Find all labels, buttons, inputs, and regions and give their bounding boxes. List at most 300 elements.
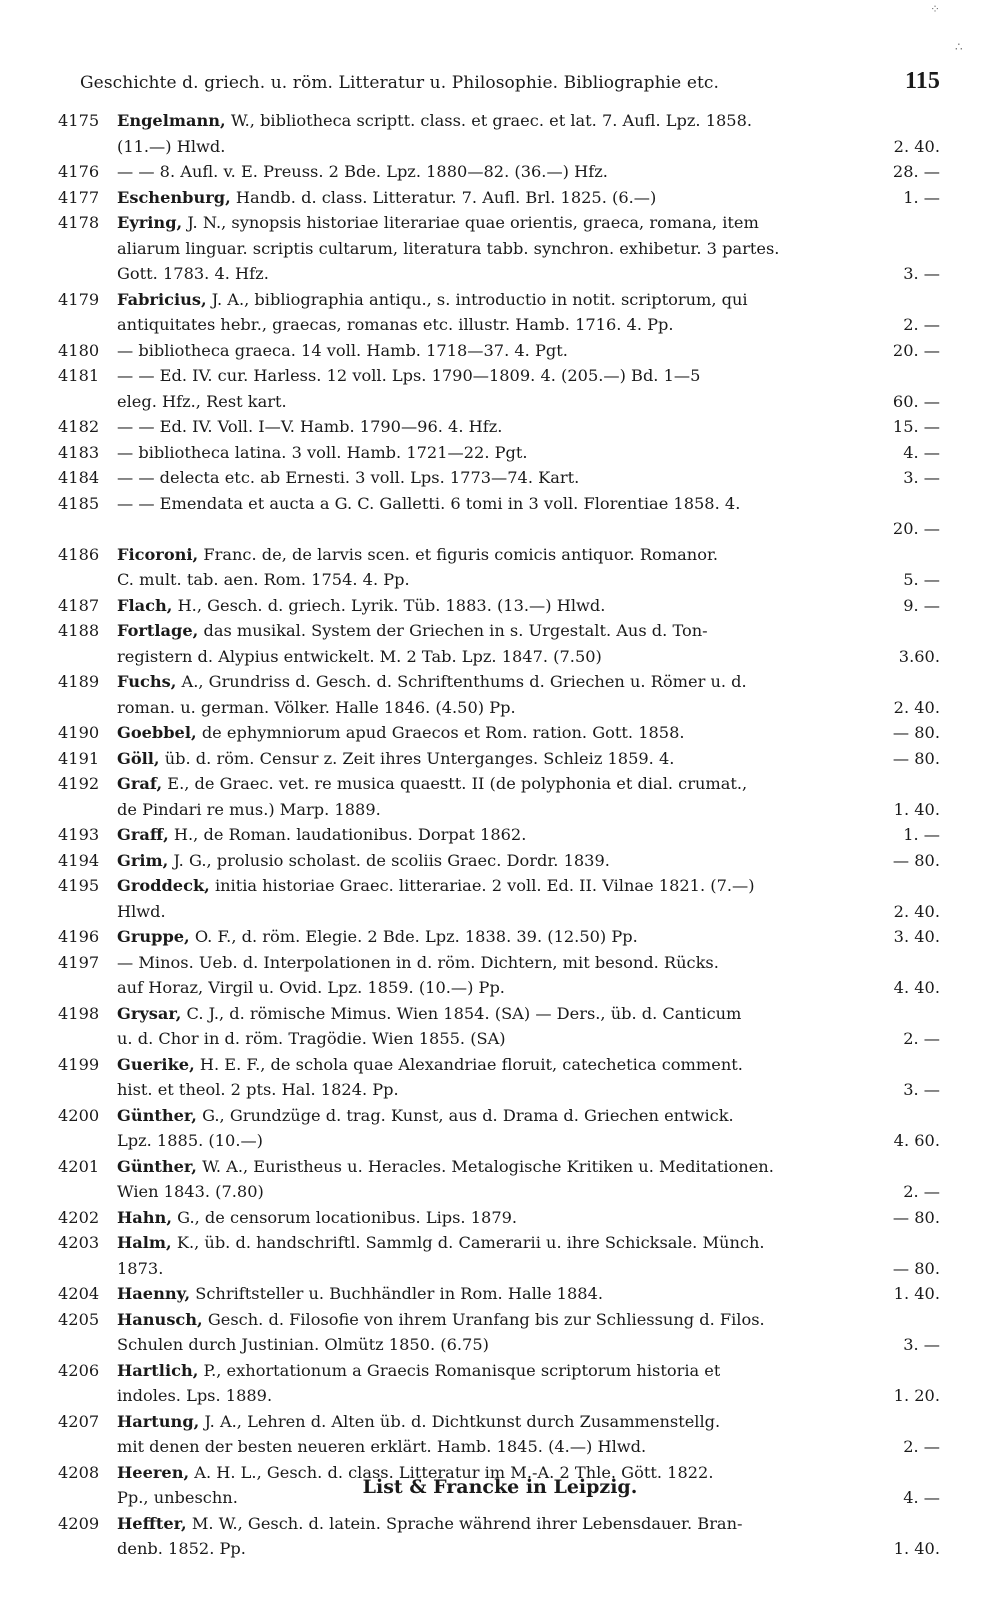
- entry-line: [117, 185, 940, 211]
- entry-text: [117, 185, 656, 211]
- entry-text: [117, 440, 528, 466]
- entry-text: [117, 1434, 646, 1460]
- entry-price: — 80.: [892, 723, 940, 742]
- entry-description: u. d. Chor in d. röm. Tragödie. Wien 1855. (SA): [117, 1029, 506, 1048]
- entry-number: 4176: [58, 162, 100, 181]
- entry-line: [117, 1383, 940, 1409]
- entry-text: [117, 108, 752, 134]
- entry-description: K., üb. d. handschriftl. Sammlg d. Camerarii u. ihre Schicksale. Münch.: [176, 1233, 765, 1252]
- entry-line: [117, 1256, 940, 1282]
- entry-description: J. N., synopsis historiae literariae quae orientis, graeca, romana, item: [187, 213, 759, 232]
- entry-description: H. E. F., de schola quae Alexandriae floruit, catechetica comment.: [199, 1054, 743, 1074]
- entry-text: [117, 1358, 720, 1384]
- entry-number: 4198: [58, 1003, 100, 1023]
- entry-description: Franc. de, de larvis scen. et figuris comicis antiquor. Romanor.: [203, 544, 719, 564]
- entry-text: [117, 771, 747, 797]
- author-name: Fabricius,: [117, 289, 207, 309]
- entry-price: 1. 20.: [893, 1386, 940, 1405]
- entry-line: [117, 389, 940, 415]
- author-name: Haenny,: [117, 1284, 191, 1303]
- entry-line: [117, 338, 940, 364]
- entry-description: denb. 1852. Pp.: [117, 1539, 246, 1558]
- scan-speckle: ⁘: [930, 2, 941, 16]
- catalog-entry: [58, 491, 940, 542]
- entry-price: [930, 1052, 940, 1078]
- author-name: Fuchs,: [117, 672, 177, 691]
- entry-price: 20. —: [892, 340, 940, 360]
- catalog-entry: [58, 669, 940, 720]
- catalog-entry: [58, 771, 940, 822]
- entry-price: [930, 669, 940, 695]
- entry-price: 15. —: [892, 417, 940, 436]
- entry-price: [930, 1307, 940, 1333]
- entry-description: J. A., bibliographia antiqu., s. introductio in notit. scriptorum, qui: [211, 289, 748, 309]
- entry-line: [117, 975, 940, 1001]
- entry-text: [117, 414, 502, 440]
- author-name: Göll,: [117, 748, 160, 768]
- entry-line: [117, 924, 940, 950]
- entry-description: Wien 1843. (7.80): [117, 1182, 264, 1201]
- entry-text: [117, 720, 685, 746]
- entry-description: A. H. L., Gesch. d. class. Litteratur im M.-A. 2 Thle. Gött. 1822.: [194, 1462, 714, 1482]
- entry-price: [930, 108, 940, 134]
- entry-number: 4185: [58, 493, 100, 513]
- entry-number: 4208: [58, 1462, 100, 1482]
- entry-line: [117, 1077, 940, 1103]
- entry-number: 4202: [58, 1207, 100, 1227]
- catalog-entry: [58, 848, 940, 874]
- entry-text: [117, 312, 674, 338]
- entry-line: [117, 261, 940, 287]
- entry-number: 4187: [58, 595, 100, 615]
- entry-description: H., de Roman. laudationibus. Dorpat 1862.: [173, 825, 527, 844]
- entry-text: [117, 1001, 741, 1027]
- entry-price: [930, 1409, 940, 1435]
- author-name: Günther,: [117, 1156, 197, 1176]
- entry-number: 4189: [58, 672, 100, 691]
- author-name: Heffter,: [117, 1513, 187, 1533]
- entry-description: eleg. Hfz., Rest kart.: [117, 391, 287, 411]
- entry-description: O. F., d. röm. Elegie. 2 Bde. Lpz. 1838. 39. (12.50) Pp.: [194, 927, 638, 946]
- entry-text: [117, 669, 747, 695]
- entry-price: 2. 40.: [893, 136, 940, 156]
- entry-number: 4180: [58, 340, 100, 360]
- author-name: Groddeck,: [117, 876, 210, 895]
- entry-price: [930, 236, 940, 262]
- entry-description: registern d. Alypius entwickelt. M. 2 Tab. Lpz. 1847. (7.50): [117, 646, 602, 666]
- entry-price: 5. —: [903, 570, 940, 589]
- catalog-entry: [58, 465, 940, 491]
- entry-description: Schulen durch Justinian. Olmütz 1850. (6.75): [117, 1335, 489, 1354]
- catalog-entry: [58, 1281, 940, 1307]
- entry-line: [117, 644, 940, 670]
- entry-line: [117, 1536, 940, 1562]
- entry-number: 4203: [58, 1233, 100, 1252]
- entry-line: [117, 593, 940, 619]
- catalog-entry: [58, 542, 940, 593]
- entry-line: [117, 873, 940, 899]
- entry-description: A., Grundriss d. Gesch. d. Schriftenthums d. Griechen u. Römer u. d.: [181, 672, 747, 691]
- catalog-entry: [58, 363, 940, 414]
- entry-text: [117, 899, 166, 925]
- entry-text: [117, 1026, 506, 1052]
- entry-description: Gott. 1783. 4. Hfz.: [117, 264, 269, 283]
- entry-line: [117, 567, 940, 593]
- entry-line: [117, 899, 940, 925]
- entry-description: Lpz. 1885. (10.—): [117, 1131, 263, 1150]
- catalog-entry: [58, 1052, 940, 1103]
- entry-line: [117, 108, 940, 134]
- entry-line: [117, 1103, 940, 1129]
- entry-line: [117, 542, 940, 568]
- entry-price: — 80.: [892, 850, 940, 870]
- entry-text: [117, 465, 579, 491]
- entry-price: [930, 1001, 940, 1027]
- catalog-entry: [58, 720, 940, 746]
- author-name: Flach,: [117, 595, 173, 615]
- catalog-entry: [58, 1103, 940, 1154]
- entry-text: [117, 1154, 774, 1180]
- entry-line: [117, 1179, 940, 1205]
- entry-price: 1. —: [903, 825, 940, 844]
- entry-description: auf Horaz, Virgil u. Ovid. Lpz. 1859. (10.—) Pp.: [117, 978, 505, 997]
- catalog-entry: [58, 924, 940, 950]
- entry-price: 2. —: [903, 1182, 940, 1201]
- catalog-entry: [58, 1358, 940, 1409]
- entry-line: [117, 465, 940, 491]
- entry-line: [117, 210, 940, 236]
- entry-description: — — delecta etc. ab Ernesti. 3 voll. Lps. 1773—74. Kart.: [117, 468, 580, 487]
- entry-price: 3.60.: [898, 646, 940, 666]
- entry-price: 4. —: [903, 1488, 940, 1507]
- entry-number: 4190: [58, 723, 100, 742]
- entry-number: 4186: [58, 544, 100, 564]
- author-name: Eschenburg,: [117, 187, 231, 207]
- entry-description: — — Ed. IV. Voll. I—V. Hamb. 1790—96. 4. Hfz.: [117, 417, 503, 436]
- entry-description: — — Emendata et aucta a G. C. Galletti. 6 tomi in 3 voll. Florentiae 1858. 4.: [117, 493, 741, 513]
- catalog-entry: [58, 108, 940, 159]
- entry-price: — 80.: [892, 748, 940, 768]
- entry-text: [117, 593, 605, 619]
- scan-speckle: ∴: [955, 40, 963, 54]
- entry-price: 3. —: [903, 1080, 940, 1099]
- entry-price: [930, 1230, 940, 1256]
- entry-text: [117, 159, 608, 185]
- entry-number: 4204: [58, 1284, 100, 1303]
- entry-line: [117, 287, 940, 313]
- entry-text: [117, 746, 674, 772]
- entry-description: P., exhortationum a Graecis Romanisque scriptorum historia et: [203, 1360, 721, 1380]
- entry-text: [117, 822, 526, 848]
- entry-description: 1873.: [117, 1258, 164, 1278]
- entry-price: [930, 1358, 940, 1384]
- entry-description: W. A., Euristheus u. Heracles. Metalogische Kritiken u. Meditationen.: [202, 1156, 774, 1176]
- entry-line: [117, 1001, 940, 1027]
- entry-line: [117, 1307, 940, 1333]
- entry-text: [117, 873, 755, 899]
- entry-description: — — Ed. IV. cur. Harless. 12 voll. Lps. 1790—1809. 4. (205.—) Bd. 1—5: [117, 366, 701, 385]
- entry-line: [117, 1052, 940, 1078]
- entry-text: [117, 618, 708, 644]
- entry-line: [117, 746, 940, 772]
- catalog-entry: [58, 1307, 940, 1358]
- entry-description: hist. et theol. 2 pts. Hal. 1824. Pp.: [117, 1080, 399, 1099]
- entry-line: [117, 491, 940, 517]
- entry-description: initia historiae Graec. litterariae. 2 voll. Ed. II. Vilnae 1821. (7.—): [214, 876, 755, 895]
- entry-number: 4196: [58, 927, 100, 946]
- entry-price: 20. —: [892, 519, 940, 538]
- entry-number: 4201: [58, 1156, 100, 1176]
- entry-line: [117, 1128, 940, 1154]
- entry-number: 4184: [58, 468, 100, 487]
- entry-text: [117, 1409, 720, 1435]
- entry-text: [117, 338, 568, 364]
- entry-price: [930, 618, 940, 644]
- entry-price: [930, 491, 940, 517]
- entry-price: 4. 60.: [893, 1131, 940, 1150]
- entry-description: aliarum linguar. scriptis cultarum, literatura tabb. synchron. exhibetur. 3 partes.: [117, 238, 780, 258]
- entry-description: Handb. d. class. Litteratur. 7. Aufl. Brl. 1825. (6.—): [235, 187, 657, 207]
- entry-line: [117, 797, 940, 823]
- entry-text: [117, 1307, 765, 1333]
- catalog-entry: [58, 338, 940, 364]
- entry-number: 4188: [58, 621, 100, 640]
- catalog-entry: [58, 822, 940, 848]
- entry-text: [117, 261, 269, 287]
- author-name: Goebbel,: [117, 723, 197, 742]
- entry-line: [117, 669, 940, 695]
- entry-text: [117, 1128, 263, 1154]
- entry-number: 4193: [58, 825, 100, 844]
- entry-description: M. W., Gesch. d. latein. Sprache während ihrer Lebensdauer. Bran-: [191, 1513, 743, 1533]
- entry-text: [117, 1536, 246, 1562]
- entry-description: C. mult. tab. aen. Rom. 1754. 4. Pp.: [117, 570, 410, 589]
- catalog-entry: [58, 1001, 940, 1052]
- entry-description: J. A., Lehren d. Alten üb. d. Dichtkunst durch Zusammenstellg.: [204, 1411, 721, 1431]
- entry-text: [117, 1052, 743, 1078]
- entry-text: [117, 644, 602, 670]
- entry-line: [117, 822, 940, 848]
- author-name: Hartung,: [117, 1411, 200, 1431]
- catalog-entry: [58, 287, 940, 338]
- entry-text: [117, 389, 287, 415]
- entry-line: [117, 236, 940, 262]
- entry-list: [58, 108, 940, 1562]
- entry-line: [117, 1332, 940, 1358]
- catalog-entry: [58, 1409, 940, 1460]
- entry-text: [117, 1230, 765, 1256]
- entry-number: 4177: [58, 187, 100, 207]
- entry-line: [117, 1026, 940, 1052]
- entry-text: [117, 1281, 603, 1307]
- entry-text: [117, 848, 610, 874]
- catalog-entry: [58, 746, 940, 772]
- entry-price: [930, 1103, 940, 1129]
- entry-number: 4183: [58, 442, 100, 462]
- entry-number: 4195: [58, 876, 100, 895]
- entry-line: [117, 312, 940, 338]
- entry-price: [930, 1154, 940, 1180]
- page-number: 115: [905, 68, 940, 94]
- entry-price: 3. —: [903, 468, 940, 487]
- author-name: Gruppe,: [117, 927, 190, 946]
- entry-description: — Minos. Ueb. d. Interpolationen in d. röm. Dichtern, mit besond. Rücks.: [117, 952, 719, 972]
- entry-price: [930, 1511, 940, 1537]
- entry-description: de ephymniorum apud Graecos et Rom. ration. Gott. 1858.: [201, 723, 685, 742]
- author-name: Grim,: [117, 850, 169, 870]
- running-header: [80, 68, 940, 102]
- catalog-entry: [58, 873, 940, 924]
- catalog-entry: [58, 185, 940, 211]
- entry-price: 4. —: [903, 442, 940, 462]
- entry-description: E., de Graec. vet. re musica quaestt. II (de polyphonia et dial. crumat.,: [167, 774, 748, 793]
- entry-number: 4181: [58, 366, 100, 385]
- entry-text: [117, 1077, 399, 1103]
- entry-price: 60. —: [892, 391, 940, 411]
- entry-line: [117, 950, 940, 976]
- entry-price: 2. 40.: [893, 697, 940, 717]
- author-name: Hanusch,: [117, 1309, 203, 1329]
- entry-description: roman. u. german. Völker. Halle 1846. (4.50) Pp.: [117, 697, 516, 717]
- catalog-entry: [58, 414, 940, 440]
- entry-text: [117, 1511, 742, 1537]
- catalog-entry: [58, 1511, 940, 1562]
- entry-number: 4197: [58, 952, 100, 972]
- author-name: Graf,: [117, 774, 163, 793]
- author-name: Halm,: [117, 1233, 172, 1252]
- entry-price: [930, 542, 940, 568]
- entry-line: [117, 1511, 940, 1537]
- entry-text: [117, 950, 719, 976]
- entry-price: 2. —: [903, 1029, 940, 1048]
- entry-price: 1. —: [903, 187, 940, 207]
- entry-text: [117, 1383, 272, 1409]
- catalog-entry: [58, 159, 940, 185]
- author-name: Graff,: [117, 825, 169, 844]
- header-title: Geschichte d. griech. u. röm. Litteratur u. Philosophie. Bibliographie etc.: [80, 73, 720, 93]
- catalog-entry: [58, 1154, 940, 1205]
- entry-number: 4200: [58, 1105, 100, 1125]
- entry-text: [117, 210, 759, 236]
- author-name: Günther,: [117, 1105, 197, 1125]
- catalog-entry: [58, 593, 940, 619]
- author-name: Fortlage,: [117, 621, 199, 640]
- entry-line: [117, 363, 940, 389]
- entry-text: [117, 1179, 264, 1205]
- entry-price: 28. —: [892, 162, 940, 181]
- entry-text: [117, 542, 718, 568]
- entry-description: mit denen der besten neueren erklärt. Hamb. 1845. (4.—) Hlwd.: [117, 1437, 647, 1456]
- entry-description: (11.—) Hlwd.: [117, 136, 226, 156]
- entry-price: 3. —: [903, 1335, 940, 1354]
- catalog-entry: [58, 210, 940, 287]
- entry-price: 3. 40.: [893, 927, 940, 946]
- entry-price: [930, 771, 940, 797]
- entry-description: — bibliotheca graeca. 14 voll. Hamb. 1718—37. 4. Pgt.: [117, 340, 568, 360]
- entry-price: 1. 40.: [893, 1284, 940, 1303]
- entry-description: W., bibliotheca scriptt. class. et graec. et lat. 7. Aufl. Lpz. 1858.: [230, 111, 753, 130]
- entry-line: [117, 1409, 940, 1435]
- entry-description: Gesch. d. Filosofie von ihrem Uranfang bis zur Schliessung d. Filos.: [207, 1309, 765, 1329]
- entry-line: [117, 720, 940, 746]
- catalog-page: [58, 68, 940, 1562]
- entry-line: [117, 1281, 940, 1307]
- entry-text: [117, 797, 381, 823]
- entry-number: 4175: [58, 111, 100, 130]
- author-name: Ficoroni,: [117, 544, 199, 564]
- author-name: Grysar,: [117, 1003, 182, 1023]
- entry-number: 4178: [58, 213, 100, 232]
- entry-line: [117, 414, 940, 440]
- entry-description: Schriftsteller u. Buchhändler in Rom. Halle 1884.: [195, 1284, 604, 1303]
- entry-text: [117, 567, 410, 593]
- entry-line: [117, 134, 940, 160]
- author-name: Guerike,: [117, 1054, 195, 1074]
- author-name: Eyring,: [117, 213, 183, 232]
- entry-description: Hlwd.: [117, 901, 166, 921]
- entry-line: [117, 618, 940, 644]
- entry-text: [117, 1205, 517, 1231]
- entry-text: [117, 287, 748, 313]
- entry-line: [117, 848, 940, 874]
- entry-number: 4194: [58, 850, 100, 870]
- entry-number: 4192: [58, 774, 100, 793]
- entry-line: [117, 440, 940, 466]
- author-name: Hahn,: [117, 1207, 172, 1227]
- entry-price: [930, 210, 940, 236]
- entry-text: [117, 695, 516, 721]
- entry-price: 2. 40.: [893, 901, 940, 921]
- entry-price: [930, 950, 940, 976]
- entry-description: — bibliotheca latina. 3 voll. Hamb. 1721—22. Pgt.: [117, 442, 528, 462]
- catalog-entry: [58, 950, 940, 1001]
- entry-price: [930, 873, 940, 899]
- entry-line: [117, 695, 940, 721]
- entry-line: [117, 1434, 940, 1460]
- entry-price: 2. —: [903, 1437, 940, 1456]
- entry-description: de Pindari re mus.) Marp. 1889.: [117, 799, 381, 819]
- entry-number: 4209: [58, 1513, 100, 1533]
- author-name: Heeren,: [117, 1462, 190, 1482]
- entry-text: [117, 491, 740, 517]
- entry-line: [117, 1205, 940, 1231]
- catalog-entry: [58, 440, 940, 466]
- entry-number: 4207: [58, 1411, 100, 1431]
- publisher-imprint: List & Francke in Leipzig.: [362, 1476, 638, 1498]
- entry-description: J. G., prolusio scholast. de scoliis Graec. Dordr. 1839.: [173, 850, 610, 870]
- author-name: Engelmann,: [117, 111, 226, 130]
- entry-description: G., Grundzüge d. trag. Kunst, aus d. Drama d. Griechen entwick.: [202, 1105, 734, 1125]
- entry-number: 4182: [58, 417, 100, 436]
- entry-line: [117, 159, 940, 185]
- entry-text: [117, 1332, 489, 1358]
- entry-price: 1. 40.: [893, 1539, 940, 1558]
- entry-price: 9. —: [903, 595, 940, 615]
- entry-text: [117, 134, 225, 160]
- entry-description: üb. d. röm. Censur z. Zeit ihres Unterganges. Schleiz 1859. 4.: [164, 748, 675, 768]
- entry-number: 4199: [58, 1054, 100, 1074]
- entry-description: — — 8. Aufl. v. E. Preuss. 2 Bde. Lpz. 1880—82. (36.—) Hfz.: [117, 162, 608, 181]
- entry-description: indoles. Lps. 1889.: [117, 1386, 273, 1405]
- catalog-entry: [58, 1230, 940, 1281]
- entry-description: das musikal. System der Griechen in s. Urgestalt. Aus d. Ton-: [203, 621, 708, 640]
- entry-text: [117, 236, 779, 262]
- entry-description: Pp., unbeschn.: [117, 1488, 238, 1507]
- entry-line: [117, 1358, 940, 1384]
- entry-price: 1. 40.: [893, 799, 940, 819]
- entry-text: [117, 975, 505, 1001]
- entry-line: [117, 771, 940, 797]
